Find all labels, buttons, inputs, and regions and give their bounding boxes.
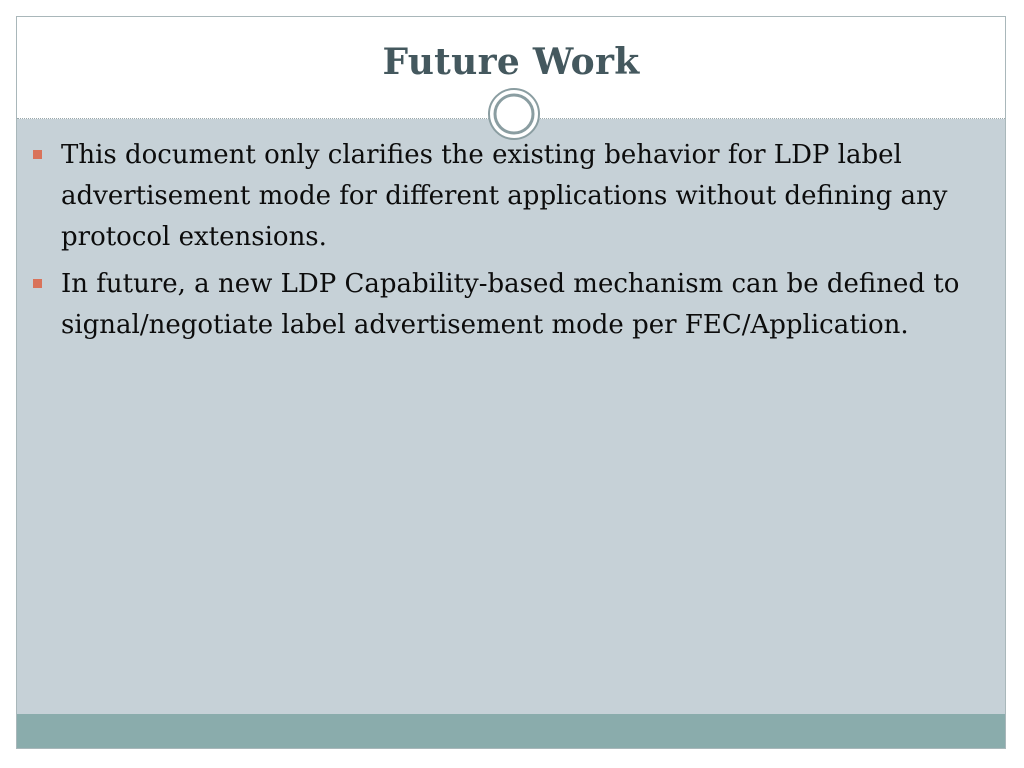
bullet-text: This document only clarifies the existing behavior for LDP label advertisement mode for different applications without defining any protocol extensions. (61, 140, 948, 252)
square-bullet-icon (33, 279, 42, 288)
bullet-list (27, 135, 987, 346)
slide-content (27, 135, 987, 352)
square-bullet-icon (33, 150, 42, 159)
bullet-text: In future, a new LDP Capability-based mechanism can be defined to signal/negotiate label advertisement mode per FEC/Application. (61, 269, 960, 340)
bullet-item (27, 135, 987, 258)
circle-ornament-icon (487, 87, 541, 141)
slide (16, 16, 1006, 749)
footer-band (17, 714, 1005, 748)
slide-title: Future Work (382, 41, 640, 83)
bullet-item (27, 264, 987, 346)
